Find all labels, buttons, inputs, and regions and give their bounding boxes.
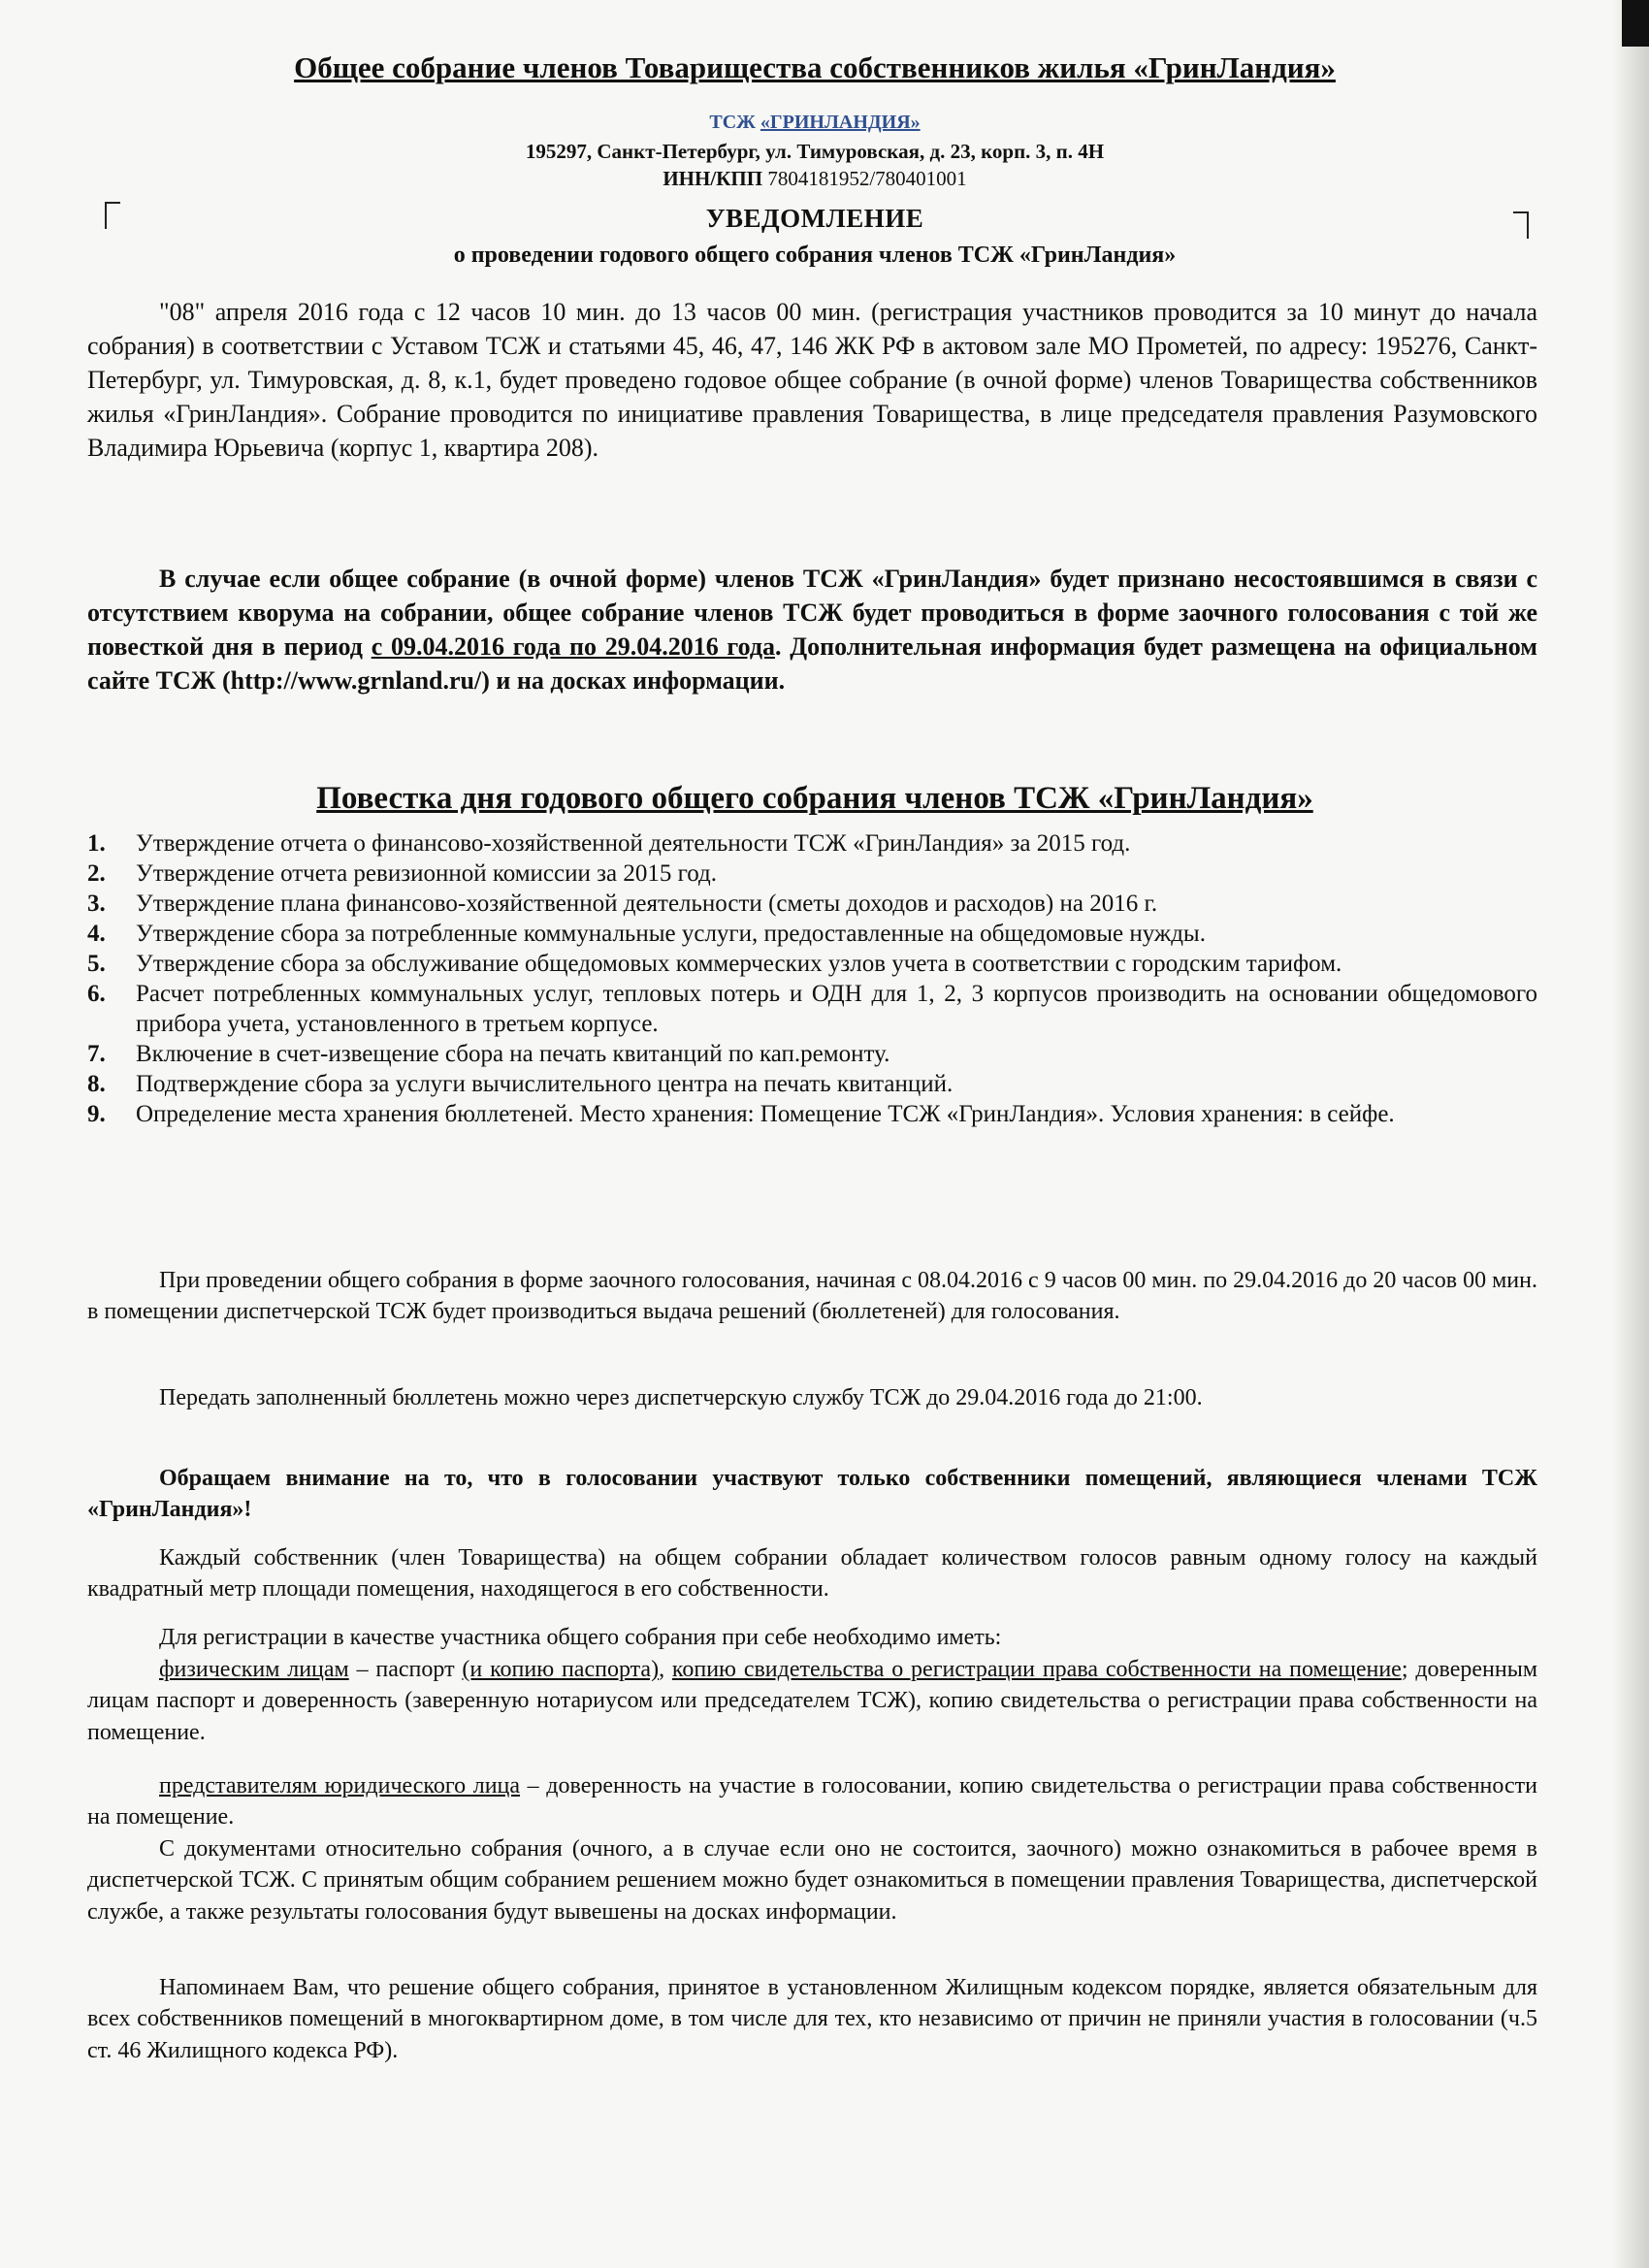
votes-paragraph: Каждый собственник (член Товарищества) на общем собрании обладает количеством голосов равным одному голосу на каждый квадратный метр площади помещения, находящегося в его собственности. <box>87 1545 1537 1603</box>
org-inn <box>87 167 1542 191</box>
agenda-item <box>87 919 1537 949</box>
agenda-item-text: Утверждение отчета ревизионной комиссии за 2015 год. <box>136 860 717 887</box>
passport-copy: (и копию паспорта) <box>462 1657 660 1682</box>
absentee-voting-paragraph <box>87 563 1537 698</box>
ownership-certificate: копию свидетельства о регистрации права собственности на помещение <box>671 1657 1402 1682</box>
agenda-item <box>87 979 1537 1039</box>
agenda-item-text: Включение в счет-извещение сбора на печать квитанций по кап.ремонту. <box>136 1041 890 1067</box>
agenda-item-text: Утверждение отчета о финансово-хозяйственной деятельности ТСЖ «ГринЛандия» за 2015 год. <box>136 830 1131 857</box>
attention-paragraph: Обращаем внимание на то, что в голосовании участвуют только собственники помещений, являющиеся членами ТСЖ «ГринЛандия»! <box>87 1466 1537 1523</box>
agenda-item <box>87 1039 1537 1069</box>
agenda-item-number: 7. <box>87 1041 106 1067</box>
absentee-period: с 09.04.2016 года по 29.04.2016 года <box>371 632 775 661</box>
ballot-return-paragraph: Передать заполненный бюллетень можно через диспетчерскую службу ТСЖ до 29.04.2016 года до 21:00. <box>159 1385 1203 1410</box>
agenda-item-text: Утверждение плана финансово-хозяйственной деятельности (сметы доходов и расходов) на 2016 г. <box>136 891 1158 917</box>
agenda-item <box>87 889 1537 919</box>
agenda-item-number: 8. <box>87 1071 106 1097</box>
registration-paragraph: Для регистрации в качестве участника общего собрания при себе необходимо иметь: <box>159 1625 1002 1650</box>
document-page <box>87 39 1542 2221</box>
agenda-item-text: Расчет потребленных коммунальных услуг, тепловых потерь и ОДН для 1, 2, 3 корпусов производить на основании общедомового прибора учета, установленного в третьем корпусе. <box>136 981 1537 1037</box>
agenda-item-number: 3. <box>87 891 106 917</box>
individuals-text-c: ; доверенным лицам паспорт и доверенность (заверенную нотариусом или председателем ТСЖ), копию свидетельства о регистрации права собственности на помещение. <box>87 1657 1538 1745</box>
agenda-item-number: 2. <box>87 860 106 887</box>
agenda-item-text: Подтверждение сбора за услуги вычислительного центра на печать квитанций. <box>136 1071 954 1097</box>
individuals-label: физическим лицам <box>159 1657 349 1682</box>
individuals-text-a: – паспорт <box>348 1657 463 1682</box>
scan-edge <box>1612 0 1649 2268</box>
individuals-text-b: , <box>659 1657 672 1682</box>
agenda-item-number: 5. <box>87 951 106 977</box>
agenda-item-number: 9. <box>87 1101 106 1127</box>
scan-corner-mark <box>1622 0 1649 47</box>
legal-entities-text: – доверенность на участие в голосовании, копию свидетельства о регистрации права собственности на помещение. <box>87 1773 1537 1831</box>
agenda-item-number: 6. <box>87 981 106 1007</box>
agenda-item <box>87 1099 1537 1129</box>
agenda-item-text: Утверждение сбора за обслуживание общедомовых коммерческих узлов учета в соответствии с городским тарифом. <box>136 951 1342 977</box>
legal-entities-paragraph <box>87 1770 1537 1833</box>
agenda-title: Повестка дня годового общего собрания членов ТСЖ «ГринЛандия» <box>316 781 1313 816</box>
absentee-text-end: . Дополнительная информация будет размещена на официальном сайте ТСЖ (http://www.grnland.ru/) и на досках информации. <box>87 632 1537 695</box>
inn-label: ИНН/КПП <box>663 167 763 190</box>
intro-paragraph: "08" апреля 2016 года с 12 часов 10 мин. до 13 часов 00 мин. (регистрация участников проводится за 10 минут до начала собрания) в соответствии с Уставом ТСЖ и статьями 45, 46, 47, 146 ЖК РФ в актовом зале МО Прометей, по адресу: 195276, Санкт-Петербург, ул. Тимуровская, д. 8, к.1, будет проведено годовое общее собрание (в очной форме) членов Товарищества собственников жилья «ГринЛандия». Собрание проводится по инициативе правления Товарищества, в лице председателя правления Разумовского Владимира Юрьевича (корпус 1, квартира 208). <box>87 298 1537 462</box>
org-name <box>87 112 1542 134</box>
agenda-item-number: 4. <box>87 921 106 947</box>
agenda-item-text: Определение места хранения бюллетеней. Место хранения: Помещение ТСЖ «ГринЛандия». Условия хранения: в сейфе. <box>136 1101 1395 1127</box>
agenda-item <box>87 859 1537 889</box>
absentee-text-start: В случае если общее собрание (в очной форме) членов ТСЖ «ГринЛандия» будет признано несостоявшимся в связи с отсутствием кворума на собрании, общее собрание членов ТСЖ будет проводиться в форме заочного голосования с той же повесткой дня в период <box>87 565 1537 661</box>
legal-entities-label: представителям юридического лица <box>159 1773 521 1798</box>
agenda-list <box>87 828 1537 1129</box>
org-name-text: «ГРИНЛАНДИЯ» <box>760 112 921 133</box>
documents-paragraph: С документами относительно собрания (очного, а в случае если оно не состоится, заочного) можно ознакомиться в рабочее время в диспетчерской ТСЖ. С принятым общим собранием решением можно будет ознакомиться в помещении правления Товарищества, диспетчерской службе, а также результаты голосования будут вывешены на досках информации. <box>87 1836 1537 1925</box>
individuals-paragraph <box>87 1654 1537 1748</box>
org-address: 195297, Санкт-Петербург, ул. Тимуровская, д. 23, корп. 3, п. 4Н <box>525 140 1105 163</box>
agenda-item-number: 1. <box>87 830 106 857</box>
notice-subtitle: о проведении годового общего собрания членов ТСЖ «ГринЛандия» <box>453 243 1177 268</box>
agenda-item-text: Утверждение сбора за потребленные коммунальные услуги, предоставленные на общедомовые нужды. <box>136 921 1206 947</box>
notice-title: УВЕДОМЛЕНИЕ <box>705 204 924 233</box>
document-title: Общее собрание членов Товарищества собственников жилья «ГринЛандия» <box>294 50 1336 84</box>
agenda-item <box>87 1069 1537 1099</box>
reminder-paragraph: Напоминаем Вам, что решение общего собрания, принятое в установленном Жилищным кодексом порядке, является обязательным для всех собственников помещений в многоквартирном доме, в том числе для тех, кто независимо от причин не приняли участия в голосовании (ч.5 ст. 46 Жилищного кодекса РФ). <box>87 1975 1537 2063</box>
agenda-item <box>87 949 1537 979</box>
agenda-item <box>87 828 1537 859</box>
inn-value: 7804181952/780401001 <box>762 167 967 190</box>
absentee-ballot-paragraph: При проведении общего собрания в форме заочного голосования, начиная с 08.04.2016 с 9 часов 00 мин. по 29.04.2016 до 20 часов 00 мин. в помещении диспетчерской ТСЖ будет производиться выдача решений (бюллетеней) для голосования. <box>87 1268 1537 1325</box>
org-prefix: ТСЖ <box>709 112 760 133</box>
